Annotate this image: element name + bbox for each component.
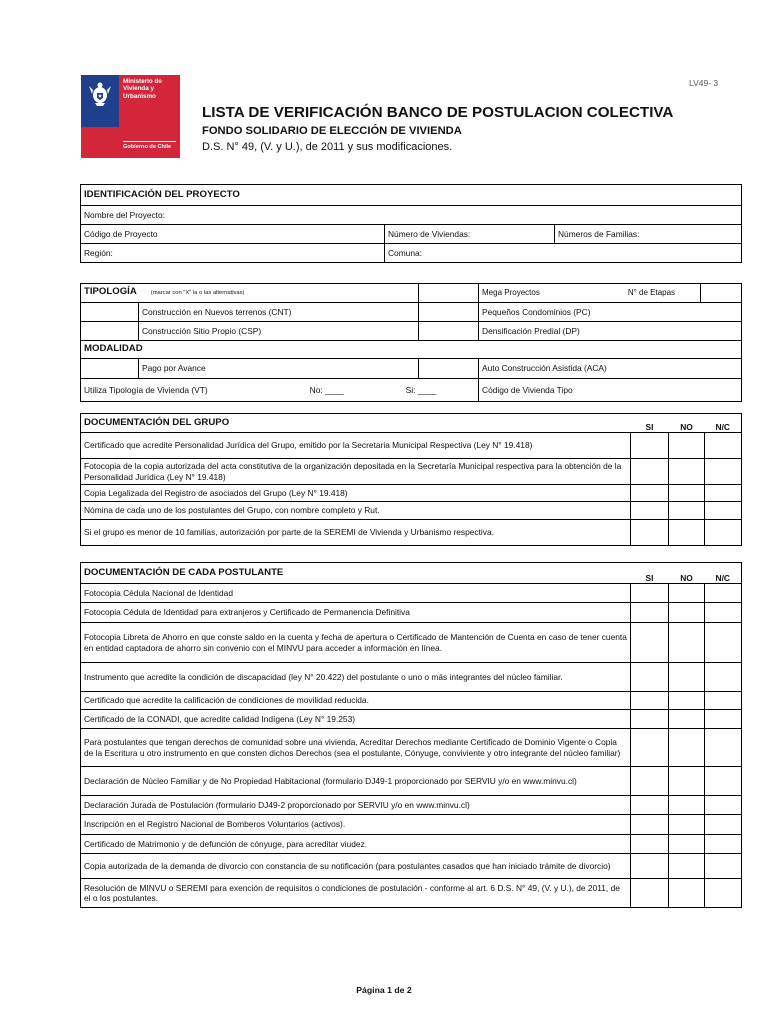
ministry-logo xyxy=(81,75,180,158)
check-nc[interactable] xyxy=(705,433,742,459)
group-doc-item: Copia Legalizada del Registro de asociados del Grupo (Ley N° 19.418) xyxy=(81,485,631,502)
applicant-doc-item: Declaración Jurada de Postulación (formulario DJ49-2 proporcionado por SERVIU y/o en www.minvu.cl) xyxy=(81,796,631,815)
check-si[interactable] xyxy=(631,603,669,623)
applicant-doc-item: Resolución de MINVU o SEREMI para exención de requisitos o condiciones de postulación - conforme al art. 6 D.S. N° 49, (V. y U.), de 2011, de el o los postulantes. xyxy=(81,879,631,908)
check-si[interactable] xyxy=(631,879,669,908)
table-row xyxy=(81,520,742,546)
applicant-doc-item: Copia autorizada de la demanda de divorcio con constancia de su notificación (para postulantes casados que han iniciado trámite de divorcio) xyxy=(81,854,631,879)
check-si[interactable] xyxy=(631,815,669,835)
table-row xyxy=(81,729,742,767)
cnt-checkbox[interactable] xyxy=(81,303,139,322)
applicant-doc-item: Fotocopia Libreta de Ahorro en que conste saldo en la cuenta y fecha de apertura o Certificado de Mantención de Cuenta en caso de tener cuenta en entidad captadora de ahorro sin convenio con el MINVU para acceder a información en línea. xyxy=(81,623,631,663)
pc-label: Pequeños Condominios (PC) xyxy=(479,303,742,322)
mega-projects-label xyxy=(479,284,701,303)
applicant-col-si: SI xyxy=(631,563,669,584)
applicant-doc-item: Inscripción en el Registro Nacional de Bomberos Voluntarios (activos). xyxy=(81,815,631,835)
typology-note: (marcar con "X" la o las alternativas) xyxy=(150,290,245,297)
applicant-doc-item: Para postulantes que tengan derechos de comunidad sobre una vivienda, Acreditar Derechos mediante Certificado de Dominio Vigente o Copia de la Escritura u otro instrumento en que consten dichos Derechos (sea el postulante, Cónyuge, conviviente y otro integrante del núcleo familiar) xyxy=(81,729,631,767)
document-code: LV49- 3 xyxy=(689,78,719,88)
check-si[interactable] xyxy=(631,485,669,502)
dp-label: Densificación Predial (DP) xyxy=(479,322,742,341)
applicant-doc-item: Certificado de Matrimonio y de defunción de cónyuge, para acreditar viudez. xyxy=(81,835,631,854)
vt-label: Utiliza Tipología de Vivienda (VT) xyxy=(84,384,208,395)
table-row xyxy=(81,796,742,815)
check-no[interactable] xyxy=(669,729,705,767)
commune-field[interactable]: Comuna: xyxy=(385,244,742,263)
table-row xyxy=(81,879,742,908)
check-si[interactable] xyxy=(631,710,669,729)
pago-checkbox[interactable] xyxy=(81,359,139,379)
applicant-col-nc: N/C xyxy=(705,563,742,584)
check-no[interactable] xyxy=(669,502,705,520)
table-row xyxy=(81,623,742,663)
check-si[interactable] xyxy=(631,729,669,767)
check-no[interactable] xyxy=(669,603,705,623)
group-col-no: NO xyxy=(669,414,705,433)
check-no[interactable] xyxy=(669,663,705,692)
logo-red-band xyxy=(81,127,180,158)
typology-table xyxy=(80,283,742,402)
project-identification-table xyxy=(80,184,742,263)
check-si[interactable] xyxy=(631,796,669,815)
stages-input[interactable] xyxy=(701,284,742,303)
check-no[interactable] xyxy=(669,710,705,729)
table-row xyxy=(81,433,742,459)
page-number: Página 1 de 2 xyxy=(356,985,412,995)
type-code-field[interactable]: Código de Vivienda Tipo xyxy=(479,379,742,402)
check-nc[interactable] xyxy=(705,796,742,815)
pc-checkbox[interactable] xyxy=(419,303,479,322)
logo-government-text: Gobierno de Chile xyxy=(123,144,172,150)
check-no[interactable] xyxy=(669,767,705,796)
check-no[interactable] xyxy=(669,584,705,603)
applicant-documents-table xyxy=(80,562,742,908)
group-documents-table xyxy=(80,413,742,546)
check-nc[interactable] xyxy=(705,502,742,520)
check-no[interactable] xyxy=(669,623,705,663)
num-dwellings-field[interactable]: Número de Viviendas: xyxy=(385,225,555,244)
dp-checkbox[interactable] xyxy=(419,322,479,341)
check-no[interactable] xyxy=(669,433,705,459)
applicant-col-no: NO xyxy=(669,563,705,584)
check-nc[interactable] xyxy=(705,584,742,603)
table-row xyxy=(81,485,742,502)
table-row xyxy=(81,767,742,796)
check-no[interactable] xyxy=(669,459,705,485)
check-si[interactable] xyxy=(631,854,669,879)
check-si[interactable] xyxy=(631,502,669,520)
check-nc[interactable] xyxy=(705,485,742,502)
check-nc[interactable] xyxy=(705,879,742,908)
region-field[interactable]: Región: xyxy=(81,244,385,263)
applicant-doc-item: Certificado de la CONADI, que acredite calidad Indígena (Ley N° 19.253) xyxy=(81,710,631,729)
table-row xyxy=(81,663,742,692)
csp-checkbox[interactable] xyxy=(81,322,139,341)
vt-no-field[interactable]: No: ____ xyxy=(309,384,344,395)
project-name-field[interactable]: Nombre del Proyecto: xyxy=(81,206,742,225)
typology-heading-label: TIPOLOGÍA xyxy=(84,286,137,298)
page-title: LISTA DE VERIFICACIÓN BANCO DE POSTULACION COLECTIVA xyxy=(202,104,674,121)
check-nc[interactable] xyxy=(705,835,742,854)
logo-ministry-text: Ministerio de Vivienda y Urbanismo xyxy=(123,78,162,100)
table-row xyxy=(81,502,742,520)
num-families-field[interactable]: Números de Familias: xyxy=(555,225,742,244)
stages-label: N° de Etapas xyxy=(627,287,676,297)
typology-heading xyxy=(81,284,419,303)
check-si[interactable] xyxy=(631,459,669,485)
table-row xyxy=(81,584,742,603)
identification-heading: IDENTIFICACIÓN DEL PROYECTO xyxy=(81,185,742,206)
check-no[interactable] xyxy=(669,815,705,835)
applicant-doc-item: Fotocopia Cédula de Identidad para extranjeros y Certificado de Permanencia Definitiva xyxy=(81,603,631,623)
check-nc[interactable] xyxy=(705,729,742,767)
check-si[interactable] xyxy=(631,767,669,796)
check-si[interactable] xyxy=(631,520,669,546)
check-nc[interactable] xyxy=(705,663,742,692)
check-nc[interactable] xyxy=(705,854,742,879)
logo-divider xyxy=(123,141,176,142)
page-subtitle: FONDO SOLIDARIO DE ELECCIÓN DE VIVIENDA xyxy=(202,125,462,137)
vt-si-field[interactable]: Si: ____ xyxy=(405,384,437,395)
aca-label: Auto Construcción Asistida (ACA) xyxy=(479,359,742,379)
table-row xyxy=(81,710,742,729)
modality-heading: MODALIDAD xyxy=(81,341,742,359)
group-docs-heading: DOCUMENTACIÓN DEL GRUPO xyxy=(81,414,631,433)
check-nc[interactable] xyxy=(705,603,742,623)
group-doc-item: Si el grupo es menor de 10 familias, autorización por parte de la SEREMI de Vivienda y Urbanismo respectiva. xyxy=(81,520,631,546)
applicant-doc-item: Instrumento que acredite la condición de discapacidad (ley N° 20.422) del postulante o uno o más integrantes del núcleo familiar. xyxy=(81,663,631,692)
check-nc[interactable] xyxy=(705,623,742,663)
applicant-doc-item: Declaración de Núcleo Familiar y de No Propiedad Habitacional (formulario DJ49-1 proporcionado por SERVIU y/o en www.minvu.cl) xyxy=(81,767,631,796)
group-doc-item: Fotocopia de la copia autorizada del acta constitutiva de la organización depositada en la Secretaría Municipal respectiva para la obtención de la Personalidad Jurídica (Ley N° 19.418) xyxy=(81,459,631,485)
check-no[interactable] xyxy=(669,485,705,502)
check-nc[interactable] xyxy=(705,692,742,710)
csp-label: Construcción Sitio Propio (CSP) xyxy=(139,322,419,341)
group-doc-item: Certificado que acredite Personalidad Jurídica del Grupo, emitido por la Secretaria Municipal Respectiva (Ley N° 19.418) xyxy=(81,433,631,459)
check-no[interactable] xyxy=(669,879,705,908)
check-si[interactable] xyxy=(631,663,669,692)
check-no[interactable] xyxy=(669,796,705,815)
check-si[interactable] xyxy=(631,835,669,854)
decree-reference: D.S. N° 49, (V. y U.), de 2011 y sus modificaciones. xyxy=(202,141,453,153)
applicant-docs-heading: DOCUMENTACIÓN DE CADA POSTULANTE xyxy=(81,563,631,584)
table-row xyxy=(81,692,742,710)
check-nc[interactable] xyxy=(705,815,742,835)
check-nc[interactable] xyxy=(705,710,742,729)
check-si[interactable] xyxy=(631,623,669,663)
check-no[interactable] xyxy=(669,520,705,546)
vt-row xyxy=(81,379,479,402)
table-row xyxy=(81,603,742,623)
check-si[interactable] xyxy=(631,433,669,459)
table-row xyxy=(81,815,742,835)
table-row xyxy=(81,835,742,854)
coat-of-arms-icon xyxy=(86,81,114,107)
check-nc[interactable] xyxy=(705,767,742,796)
table-row xyxy=(81,459,742,485)
check-nc[interactable] xyxy=(705,459,742,485)
group-col-nc: N/C xyxy=(705,414,742,433)
typology-blank-cell[interactable] xyxy=(419,284,479,303)
group-doc-item: Nómina de cada uno de los postulantes del Grupo, con nombre completo y Rut. xyxy=(81,502,631,520)
applicant-doc-item: Certificado que acredite la calificación de condiciones de movilidad reducida. xyxy=(81,692,631,710)
project-code-field[interactable]: Código de Proyecto xyxy=(81,225,385,244)
cnt-label: Construcción en Nuevos terrenos (CNT) xyxy=(139,303,419,322)
check-no[interactable] xyxy=(669,692,705,710)
pago-label: Pago por Avance xyxy=(139,359,419,379)
aca-checkbox[interactable] xyxy=(419,359,479,379)
group-col-si: SI xyxy=(631,414,669,433)
table-row xyxy=(81,854,742,879)
check-si[interactable] xyxy=(631,584,669,603)
check-no[interactable] xyxy=(669,854,705,879)
applicant-doc-item: Fotocopia Cédula Nacional de Identidad xyxy=(81,584,631,603)
mega-projects-text: Mega Proyectos xyxy=(482,287,540,297)
check-si[interactable] xyxy=(631,692,669,710)
check-no[interactable] xyxy=(669,835,705,854)
check-nc[interactable] xyxy=(705,520,742,546)
